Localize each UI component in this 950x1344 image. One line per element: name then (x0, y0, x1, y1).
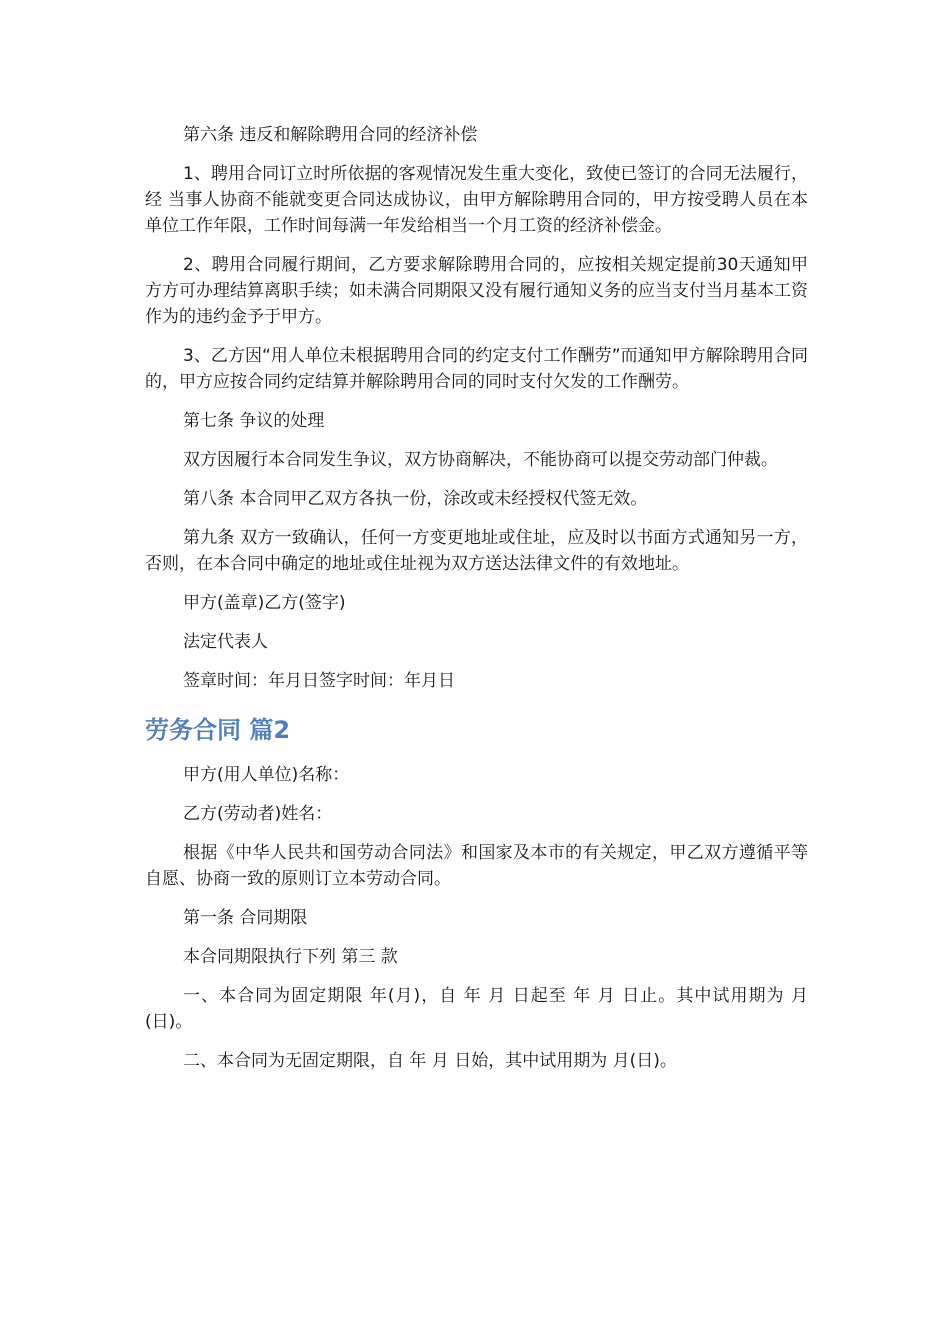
article-1-option-2: 二、本合同为无固定期限，自 年 月 日始，其中试用期为 月(日)。 (183, 1051, 677, 1071)
contract-preamble: 根据《中华人民共和国劳动合同法》和国家及本市的有关规定，甲乙双方遵循平等自愿、协商一致的原则订立本劳动合同。 (145, 843, 808, 889)
article-8: 第八条 本合同甲乙双方各执一份，涂改或未经授权代签无效。 (183, 489, 648, 509)
article-6-clause-3: 3、乙方因“用人单位未根据聘用合同的约定支付工作酬劳”而通知甲方解除聘用合同的，甲方应按合同约定结算并解除聘用合同的同时支付欠发的工作酬劳。 (145, 346, 808, 392)
legal-representative: 法定代表人 (183, 632, 268, 652)
section-heading: 劳务合同 篇2 (145, 716, 291, 744)
article-1-title: 第一条 合同期限 (183, 908, 308, 928)
article-6-clause-1: 1、聘用合同订立时所依据的客观情况发生重大变化，致使已签订的合同无法履行，经 当事人协商不能就变更合同达成协议，由甲方解除聘用合同的，甲方按受聘人员在本单位工作年限，工作时间每满一年发给相当一个月工资的经济补偿金。 (145, 164, 808, 236)
signature-parties: 甲方(盖章)乙方(签字) (183, 593, 346, 613)
signing-date: 签章时间：年月日签字时间：年月日 (183, 671, 455, 691)
article-1-option-1: 一、本合同为固定期限 年(月)，自 年 月 日起至 年 月 日止。其中试用期为 月(日)。 (145, 986, 808, 1032)
article-7-title: 第七条 争议的处理 (183, 411, 325, 431)
article-7-body: 双方因履行本合同发生争议，双方协商解决，不能协商可以提交劳动部门仲裁。 (183, 450, 778, 470)
document-page (145, 122, 808, 1087)
article-6-clause-2: 2、聘用合同履行期间，乙方要求解除聘用合同的，应按相关规定提前30天通知甲方方可办理结算离职手续；如未满合同期限又没有履行通知义务的应当支付当月基本工资作为的违约金予于甲方。 (145, 255, 808, 327)
article-6-title: 第六条 违反和解除聘用合同的经济补偿 (183, 125, 478, 145)
party-a-name: 甲方(用人单位)名称： (183, 765, 350, 785)
article-9: 第九条 双方一致确认，任何一方变更地址或住址，应及时以书面方式通知另一方，否则，在本合同中确定的地址或住址视为双方送达法律文件的有效地址。 (145, 528, 808, 574)
article-1-intro: 本合同期限执行下列 第三 款 (183, 947, 398, 967)
party-b-name: 乙方(劳动者)姓名： (183, 804, 333, 824)
